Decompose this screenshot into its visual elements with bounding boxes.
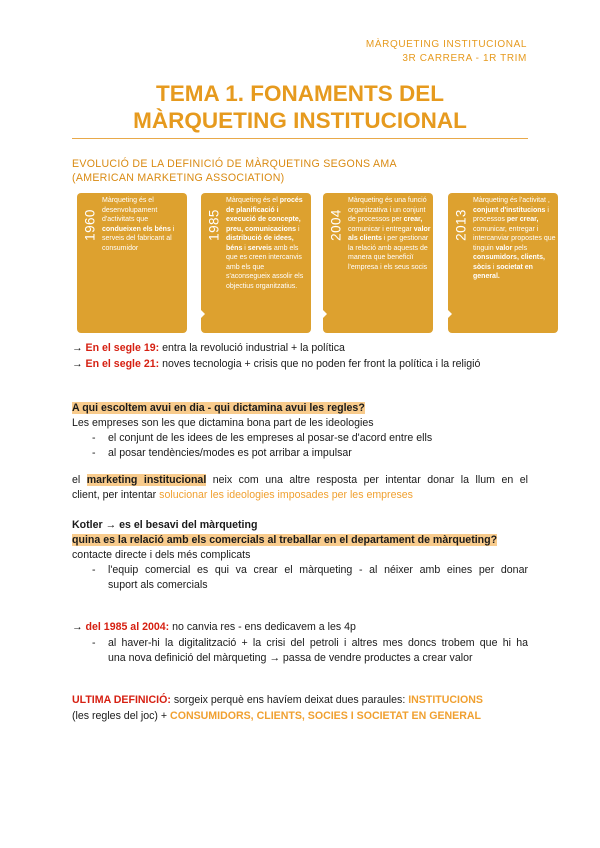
kotler-question: quina es la relació amb els comercials al treballar en el departament de màrqueting? [72, 534, 498, 546]
card-definition: Màrqueting és el procés de planificació i execució de concepte, preu, comunicacions i distribució de idees, béns i serveis amb els que es creen intercanvis amb els que s'aconsegueix assolir els objectius organitzatius. [226, 197, 304, 290]
page-title-line1: TEMA 1. FONAMENTS DEL [156, 81, 444, 106]
bullet-dash: - [92, 432, 96, 444]
century-21-line: → En el segle 21: noves tecnologia + crisis que no poden fer front la política i la religió [72, 358, 481, 370]
kotler-answer: contacte directe i dels més complicats [72, 549, 251, 561]
bullet-dash: - [92, 447, 96, 459]
institutional-marketing-line2: client, per intentar solucionar les ideologies imposades per les empreses [72, 489, 413, 501]
year-label: 1960 [82, 209, 98, 241]
timeline-card-1960 [77, 193, 187, 333]
card-definition: Màrqueting és l'activitat , conjunt d'institucions i processos per crear, comunicar, entregar i intercanviar propostes que tinguin valor pels consumidors, clients, sòcis i societat en general. [473, 197, 556, 280]
rules-bullet-2: al posar tendències/modes es pot arribar a impulsar [108, 447, 352, 459]
timeline-arrow-icon [443, 305, 452, 323]
evolution-heading-line2: (AMERICAN MARKETING ASSOCIATION) [72, 172, 285, 184]
evolution-heading-line1: EVOLUCIÓ DE LA DEFINICIÓ DE MÀRQUETING SEGONS AMA [72, 158, 397, 170]
page-title-line2: MÀRQUETING INSTITUCIONAL [133, 108, 467, 133]
bullet-dash: - [92, 637, 96, 649]
timeline-card-1985 [201, 193, 311, 333]
timeline-arrow-icon [318, 305, 327, 323]
4p-bullet-line2: una nova definició del màrqueting → passa de vendre productes a crear valor [108, 652, 473, 664]
year-label: 2004 [328, 209, 344, 241]
year-label: 2013 [453, 209, 469, 241]
4p-line: → del 1985 al 2004: no canvia res - ens dedicavem a les 4p [72, 621, 356, 633]
kotler-line: Kotler → es el besavi del màrqueting [72, 519, 258, 531]
kotler-bullet-line1: l'equip comercial es qui va crear el màrqueting - al néixer amb eines per donar [108, 564, 528, 576]
course-term: 3R CARRERA - 1R TRIM [402, 53, 527, 64]
card-definition: Màrqueting és una funció organitzativa i un conjunt de processos per crear, comunicar i entregar valor als clients i per gestionar la relació amb aquests de manera que beneficiï l'empresa i els seus socis [348, 197, 431, 271]
bullet-dash: - [92, 564, 96, 576]
timeline-arrow-icon [196, 305, 205, 323]
kotler-bullet-line2: suport als comercials [108, 579, 208, 591]
timeline-card-2013 [448, 193, 558, 333]
card-definition: Màrqueting és el desenvolupament d'activitats que condueixen els béns i serveis del fabricant al consumidor [102, 197, 175, 252]
rules-bullet-1: el conjunt de les idees de les empreses al posar-se d'acord entre ells [108, 432, 433, 444]
final-definition-line2: (les regles del joc) + CONSUMIDORS, CLIENTS, SOCIES I SOCIETAT EN GENERAL [72, 710, 482, 722]
rules-answer: Les empreses son les que dictamina bona part de les ideologies [72, 417, 374, 429]
title-divider [72, 138, 528, 139]
course-name: MÀRQUETING INSTITUCIONAL [365, 39, 527, 50]
final-definition-line1: ULTIMA DEFINICIÓ: sorgeix perquè ens havíem deixat dues paraules: INSTITUCIONS [72, 694, 483, 706]
century-19-line: → En el segle 19: entra la revolució industrial + la política [72, 342, 345, 354]
institutional-marketing-line1: el marketing institucional neix com una altre resposta per intentar donar la llum en el [72, 474, 528, 486]
timeline-card-2004 [323, 193, 433, 333]
year-label: 1985 [206, 209, 222, 241]
evolution-heading [72, 157, 532, 185]
4p-bullet-line1: al haver-hi la digitalització + la crisi del petroli i altres mes doncs trobem que hi ha [108, 637, 528, 649]
rules-question: A qui escoltem avui en dia - qui dictamina avui les regles? [72, 402, 365, 414]
